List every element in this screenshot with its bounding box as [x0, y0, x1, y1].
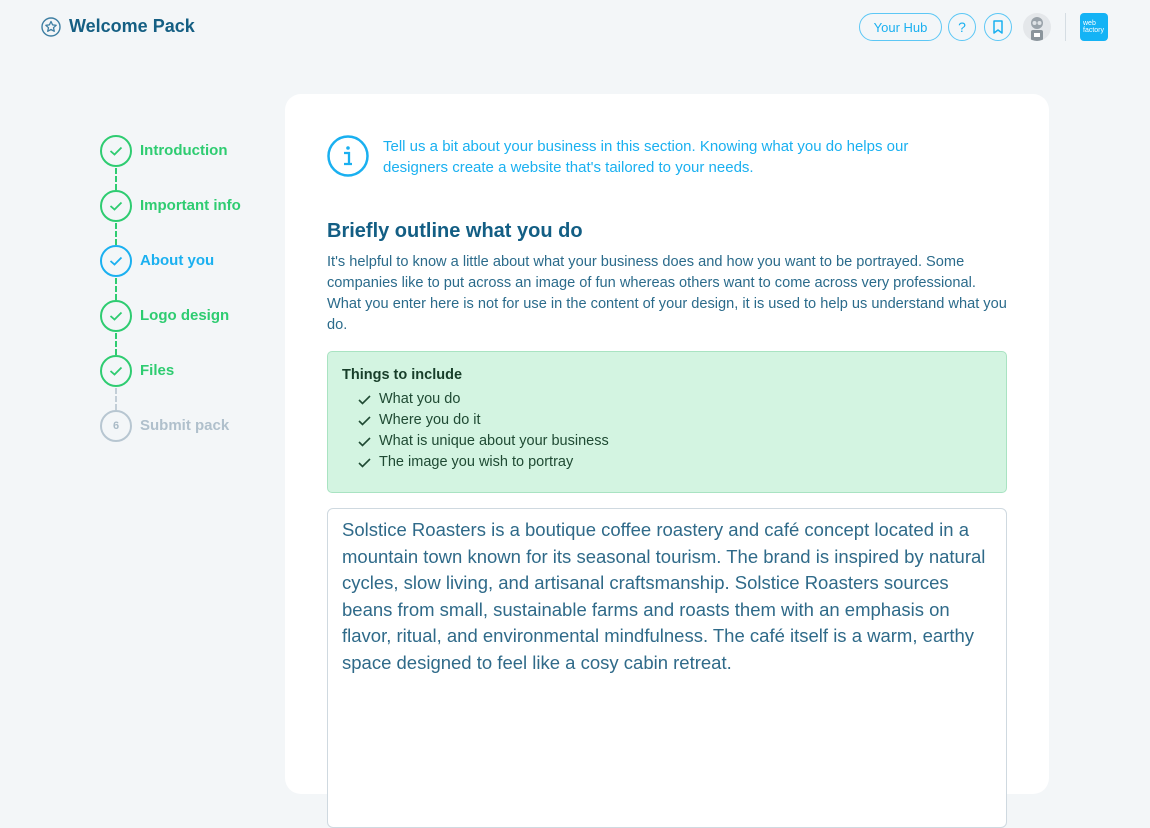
progress-steps — [100, 135, 241, 465]
user-avatar[interactable] — [1023, 13, 1051, 41]
bookmark-icon — [992, 20, 1004, 34]
tip-item — [358, 389, 992, 410]
tip-item — [358, 431, 992, 452]
check-icon — [358, 437, 371, 447]
help-button[interactable] — [948, 13, 976, 41]
step-label: Important info — [140, 197, 241, 214]
star-icon — [41, 17, 61, 37]
step-about-you[interactable] — [100, 245, 241, 300]
step-label: Logo design — [140, 307, 230, 324]
check-icon — [100, 190, 132, 222]
step-label: About you — [140, 252, 215, 269]
your-hub-button[interactable]: Your Hub — [859, 13, 942, 41]
help-icon: ? — [958, 19, 966, 35]
bookmark-button[interactable] — [984, 13, 1012, 41]
section-description: It's helpful to know a little about what your business does and how you want to be portrayed. Some companies like to put across an image of fun whereas others want to come across very professional. What you enter here is not for use in the content of your design, it is used to help us understand what you do. — [327, 254, 1007, 333]
step-connector — [115, 388, 117, 410]
info-banner — [327, 135, 963, 178]
step-logo-design[interactable] — [100, 300, 241, 355]
logo-text: factory — [1083, 27, 1105, 34]
step-number: 6 — [100, 410, 132, 442]
business-description-textarea[interactable] — [327, 508, 1007, 828]
step-introduction[interactable] — [100, 135, 241, 190]
tip-item — [358, 452, 992, 473]
check-icon — [100, 245, 132, 277]
step-important-info[interactable] — [100, 190, 241, 245]
check-icon — [358, 416, 371, 426]
things-to-include-box — [327, 351, 1007, 493]
web-factory-logo[interactable] — [1080, 13, 1108, 41]
step-connector — [115, 333, 117, 355]
step-label: Files — [140, 362, 175, 379]
top-bar — [0, 0, 1150, 56]
check-icon — [100, 300, 132, 332]
content-card — [285, 94, 1049, 794]
app-title: Welcome Pack — [69, 16, 195, 36]
step-connector — [115, 278, 117, 300]
info-icon — [327, 135, 369, 177]
step-label: Introduction — [140, 142, 228, 159]
check-icon — [358, 395, 371, 405]
check-icon — [358, 458, 371, 468]
section-heading: Briefly outline what you do — [327, 220, 583, 242]
step-submit-pack[interactable] — [100, 410, 241, 465]
tips-title: Things to include — [342, 367, 463, 383]
tip-text: Where you do it — [379, 412, 481, 428]
tip-text: What is unique about your business — [379, 433, 609, 449]
tip-text: What you do — [379, 391, 461, 407]
robot-avatar-icon — [1023, 13, 1051, 41]
check-icon — [100, 135, 132, 167]
step-files[interactable] — [100, 355, 241, 410]
brand — [41, 16, 195, 37]
step-connector — [115, 223, 117, 245]
logo-text: web — [1083, 20, 1096, 27]
step-connector — [115, 168, 117, 190]
tip-item — [358, 410, 992, 431]
divider — [1065, 13, 1066, 41]
info-text: Tell us a bit about your business in this section. Knowing what you do helps our designers create a website that's tailored to your needs. — [383, 138, 909, 176]
check-icon — [100, 355, 132, 387]
step-label: Submit pack — [140, 417, 230, 434]
tip-text: The image you wish to portray — [379, 454, 574, 470]
